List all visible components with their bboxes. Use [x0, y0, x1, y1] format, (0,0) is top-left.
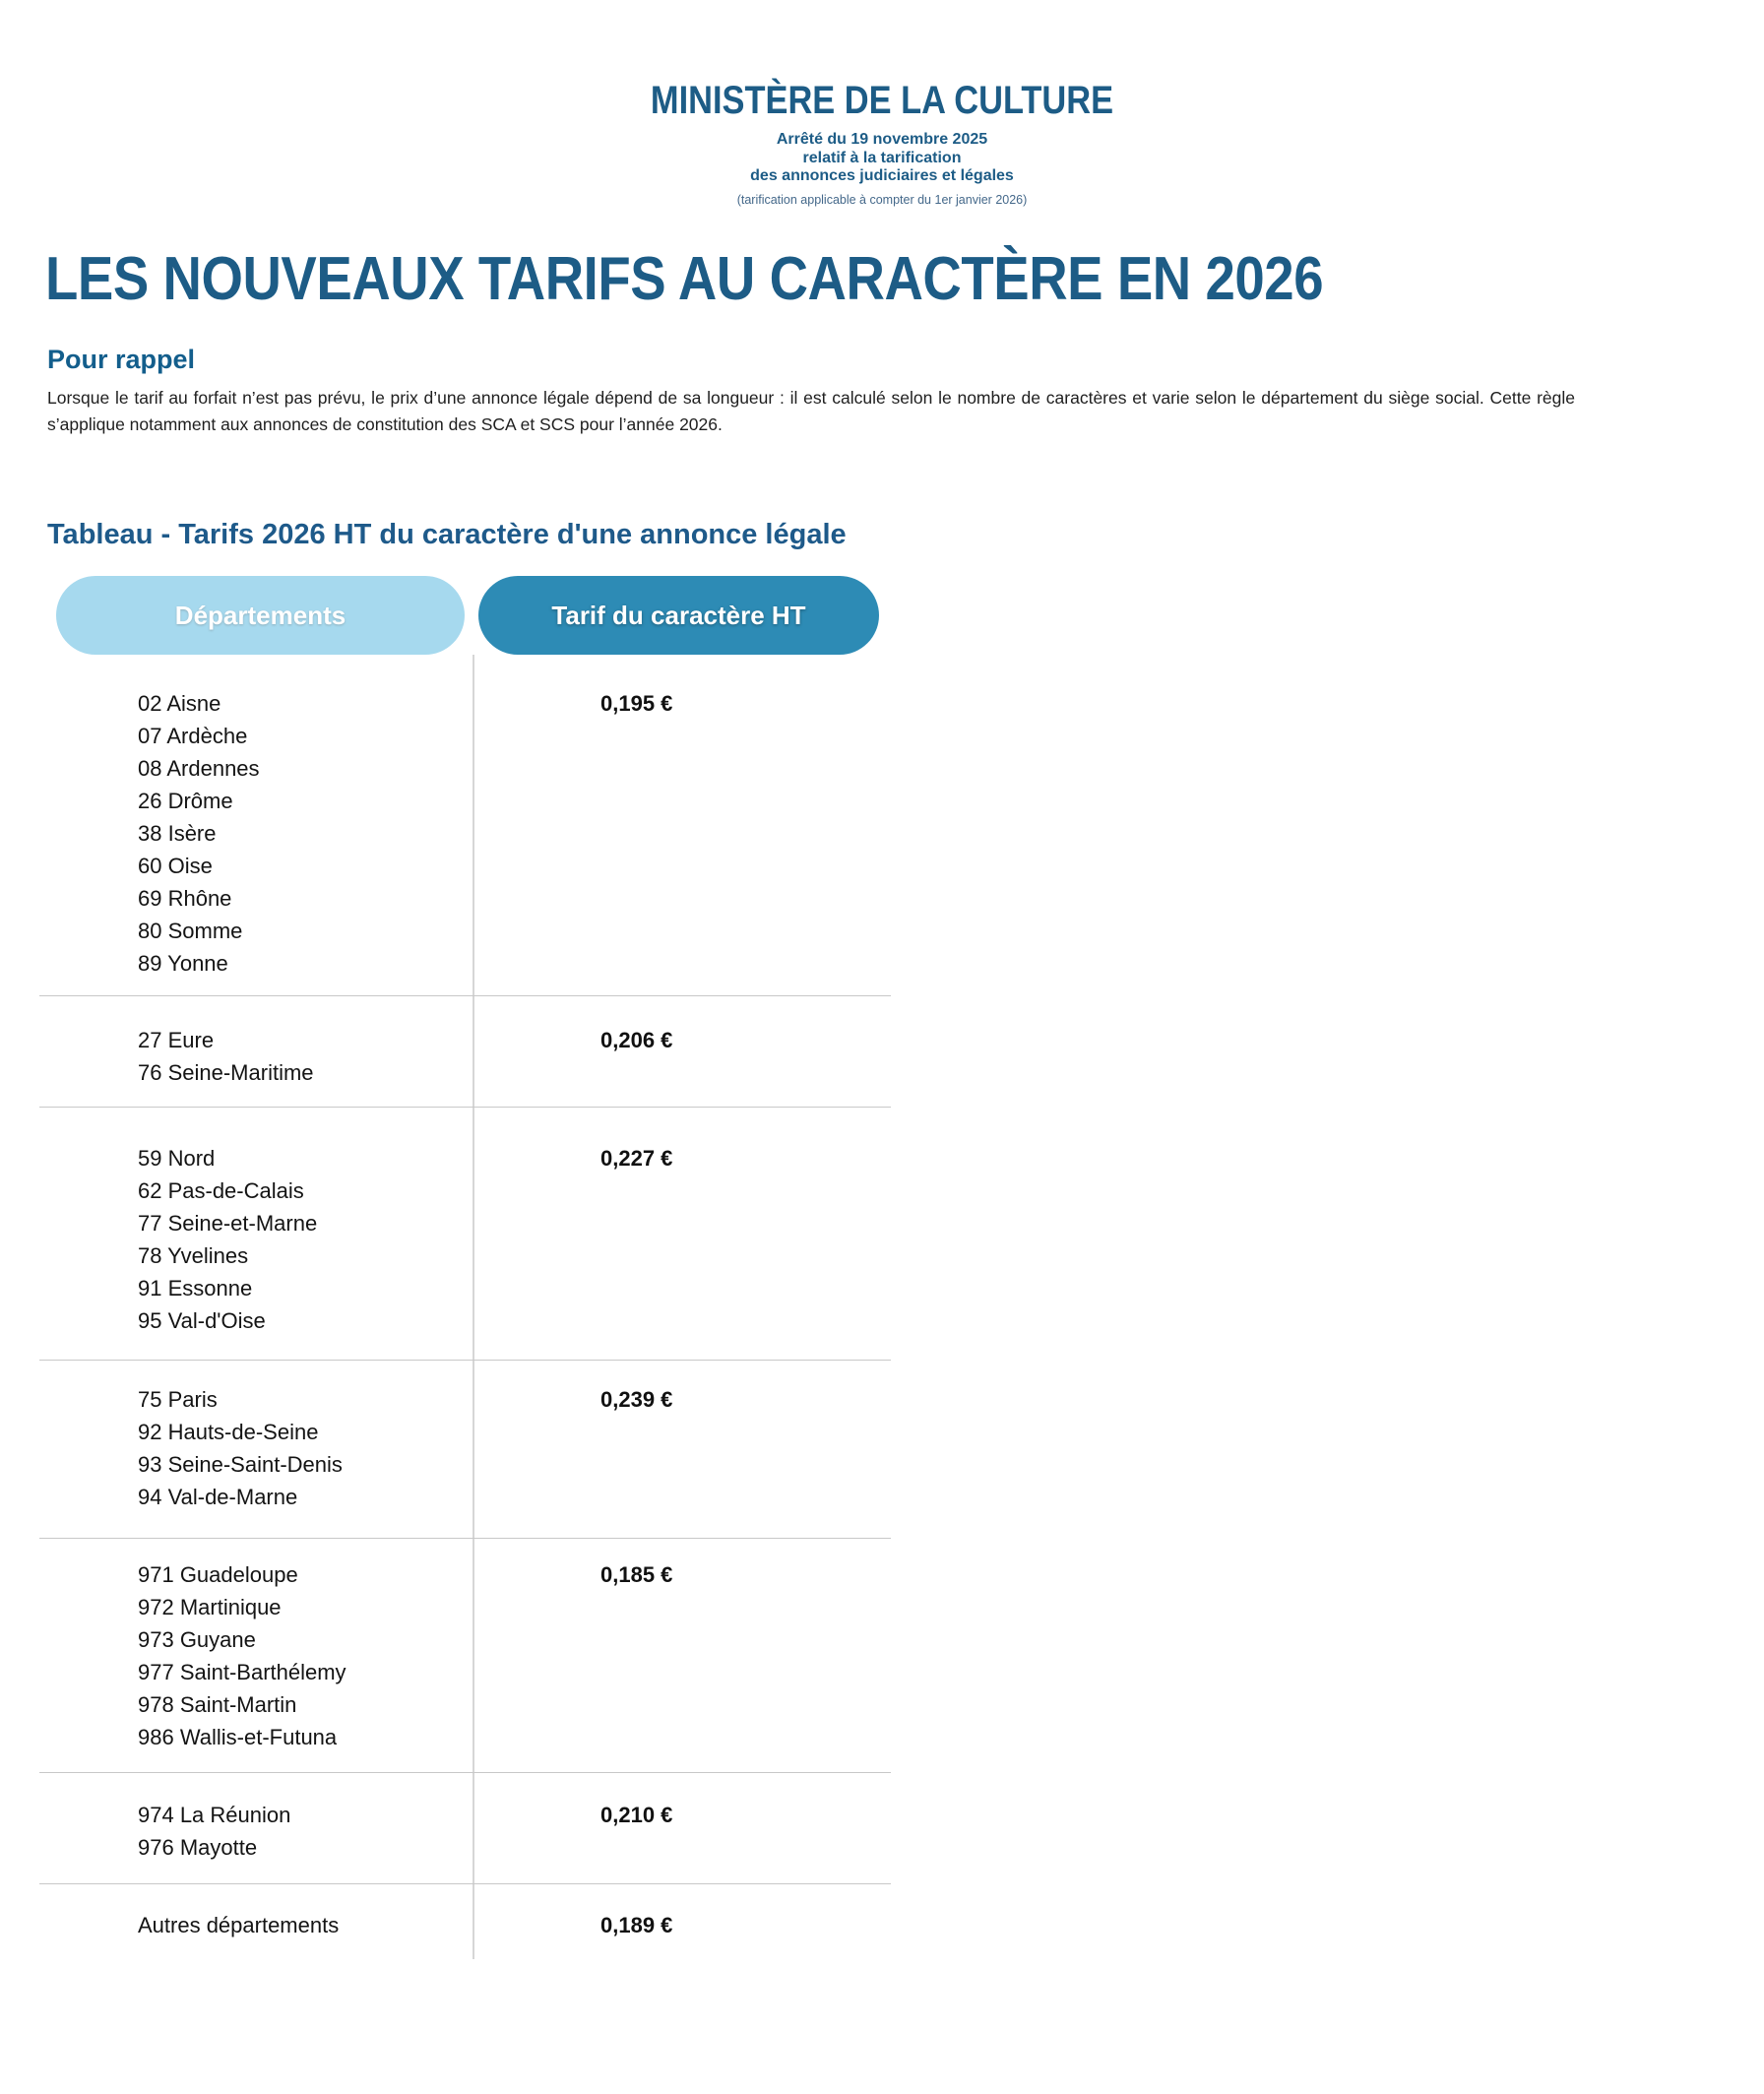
rappel-paragraph: Lorsque le tarif au forfait n’est pas prévu, le prix d’une annonce légale dépend de sa longueur : il est calculé selon le nombre de caractères et varie selon le département du siège social. Cette règle s’applique notamment aux annonces de constitution des SCA et SCS pour l’année 2026. — [47, 388, 1575, 434]
ministry-subtitle-line: des annonces judiciaires et légales — [750, 167, 1014, 184]
departements-cell — [39, 1142, 472, 1337]
departement-item: 80 Somme — [138, 919, 243, 943]
departement-item: 89 Yonne — [138, 951, 228, 976]
table-header-row — [56, 576, 879, 655]
table-row — [39, 1773, 891, 1884]
departement-item: 59 Nord — [138, 1146, 216, 1171]
departement-item: 94 Val-de-Marne — [138, 1485, 298, 1509]
rappel-heading: Pour rappel — [47, 345, 196, 374]
departements-cell — [39, 687, 472, 980]
departement-item: 986 Wallis-et-Futuna — [138, 1725, 338, 1749]
departement-item: 07 Ardèche — [138, 724, 248, 748]
tarif-cell: 0,185 € — [600, 1562, 673, 1587]
departements-cell — [39, 1383, 472, 1513]
table-row — [39, 996, 891, 1108]
departements-cell — [39, 1558, 472, 1753]
departement-item: 78 Yvelines — [138, 1243, 249, 1268]
departement-item: 91 Essonne — [138, 1276, 253, 1301]
departement-item: 93 Seine-Saint-Denis — [138, 1452, 343, 1477]
departement-item: 972 Martinique — [138, 1595, 282, 1619]
departements-cell — [39, 1024, 472, 1089]
departement-item: 977 Saint-Barthélemy — [138, 1660, 346, 1684]
departement-item: 95 Val-d'Oise — [138, 1308, 266, 1333]
tarif-cell: 0,206 € — [600, 1028, 673, 1052]
ministry-subtitle-line: relatif à la tarification — [802, 149, 962, 166]
departement-item: 77 Seine-et-Marne — [138, 1211, 318, 1236]
departement-item: 38 Isère — [138, 821, 217, 846]
departement-item: 60 Oise — [138, 854, 213, 878]
ministry-subtitle-line: Arrêté du 19 novembre 2025 — [776, 131, 988, 148]
tarif-cell: 0,210 € — [600, 1803, 673, 1827]
departement-item: 973 Guyane — [138, 1627, 256, 1652]
ministry-title: MINISTÈRE DE LA CULTURE — [650, 79, 1114, 122]
departement-item: 62 Pas-de-Calais — [138, 1178, 304, 1203]
departements-cell — [39, 1799, 472, 1864]
departement-item: 08 Ardennes — [138, 756, 260, 781]
tarif-cell: 0,189 € — [600, 1913, 673, 1937]
page-title: LES NOUVEAUX TARIFS AU CARACTÈRE EN 2026 — [45, 245, 1324, 313]
column-header-departements: Départements — [56, 576, 465, 655]
tarif-cell: 0,227 € — [600, 1146, 673, 1171]
departement-item: 76 Seine-Maritime — [138, 1060, 314, 1085]
departement-item: 69 Rhône — [138, 886, 232, 911]
table-caption: Tableau - Tarifs 2026 HT du caractère d'une annonce légale — [47, 519, 847, 550]
departement-item: 26 Drôme — [138, 789, 233, 813]
table-row — [39, 1108, 891, 1361]
departement-item: 978 Saint-Martin — [138, 1692, 297, 1717]
column-header-tarif: Tarif du caractère HT — [478, 576, 879, 655]
ministry-note: (tarification applicable à compter du 1er janvier 2026) — [736, 192, 1028, 207]
table-row — [39, 655, 891, 996]
departement-item: 971 Guadeloupe — [138, 1562, 298, 1587]
departement-item: 75 Paris — [138, 1387, 218, 1412]
departement-item: 976 Mayotte — [138, 1835, 258, 1860]
table-row — [39, 1884, 891, 1981]
departement-item: 02 Aisne — [138, 691, 221, 716]
table-row — [39, 1539, 891, 1773]
ministry-subtitle — [0, 131, 1764, 186]
departement-item: 974 La Réunion — [138, 1803, 291, 1827]
ministry-header — [0, 81, 1764, 207]
table-body — [39, 655, 891, 1959]
tarif-cell: 0,239 € — [600, 1387, 673, 1412]
departement-item: 27 Eure — [138, 1028, 215, 1052]
departement-item: 92 Hauts-de-Seine — [138, 1420, 319, 1444]
table-row — [39, 1361, 891, 1539]
departements-cell — [39, 1909, 472, 1941]
departement-item: Autres départements — [138, 1913, 340, 1937]
tarif-cell: 0,195 € — [600, 691, 673, 716]
